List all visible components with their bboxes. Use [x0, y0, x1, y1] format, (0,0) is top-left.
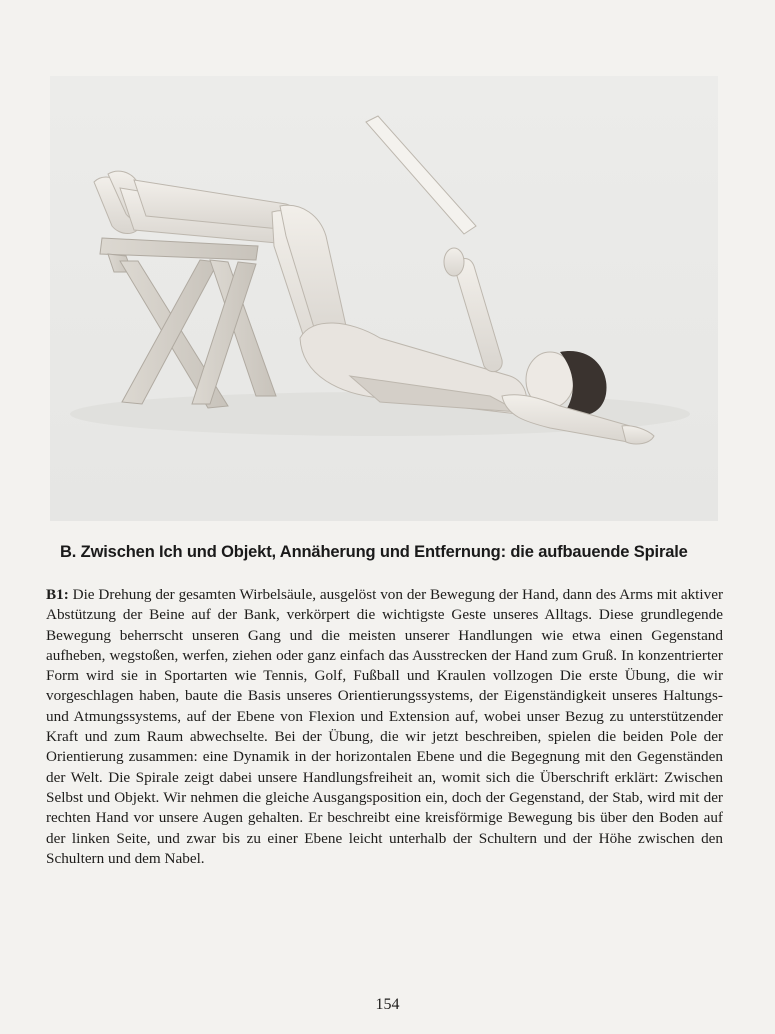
photo-woman-lying-bench-staff-icon: [50, 76, 718, 521]
section-heading: B. Zwischen Ich und Objekt, Annäherung und Entfernung: die aufbauende Spirale: [60, 543, 688, 561]
paragraph-label: B1:: [46, 586, 69, 603]
body-paragraph: [46, 585, 723, 869]
page-number: 154: [375, 996, 400, 1013]
exercise-photo: [50, 76, 718, 521]
paragraph-text: Die Drehung der gesamten Wirbelsäule, ausgelöst von der Bewegung der Hand, dann des Arms mit aktiver Abstützung der Beine auf der Bank, verkörpert die wichtigste Geste unseres Alltags. Diese grundlegende Bewegung beherrscht unseren Gang und die meisten unserer Handlungen wie etwa einen Gegenstand aufheben, wegstoßen, werfen, ziehen oder ganz einfach das Ausstrecken der Hand zum Gruß. In konzentrierter Form wird sie in Sportarten wie Tennis, Golf, Fußball und Kraulen vollzogen Die erste Übung, die wir vorgeschlagen haben, baute die Basis unseres Orientierungssystems, der Eigenständigkeit unseres Haltungs- und Atmungssystems, auf der Ebene von Flexion und Extension auf, wobei unser Bezug zu unterstützender Kraft und zum Raum abwechselte. Bei der Übung, die wir jetzt beschreiben, spielen die beiden Pole der Orientierung zusammen: eine Dynamik in der horizontalen Ebene und die Begegnung mit den Gegenständen der Welt. Die Spirale zeigt dabei unsere Handlungsfreiheit an, womit sich die Überschrift erklärt: Zwischen Selbst und Objekt. Wir nehmen die gleiche Ausgangsposition ein, doch der Gegenstand, der Stab, wird mit der rechten Hand vor unsere Augen gehalten. Er beschreibt eine kreisförmige Bewegung bis über den Boden auf der linken Seite, und zwar bis zu einer Ebene leicht unterhalb der Schultern und der Höhe zwischen den Schultern und dem Nabel.: [46, 586, 723, 867]
